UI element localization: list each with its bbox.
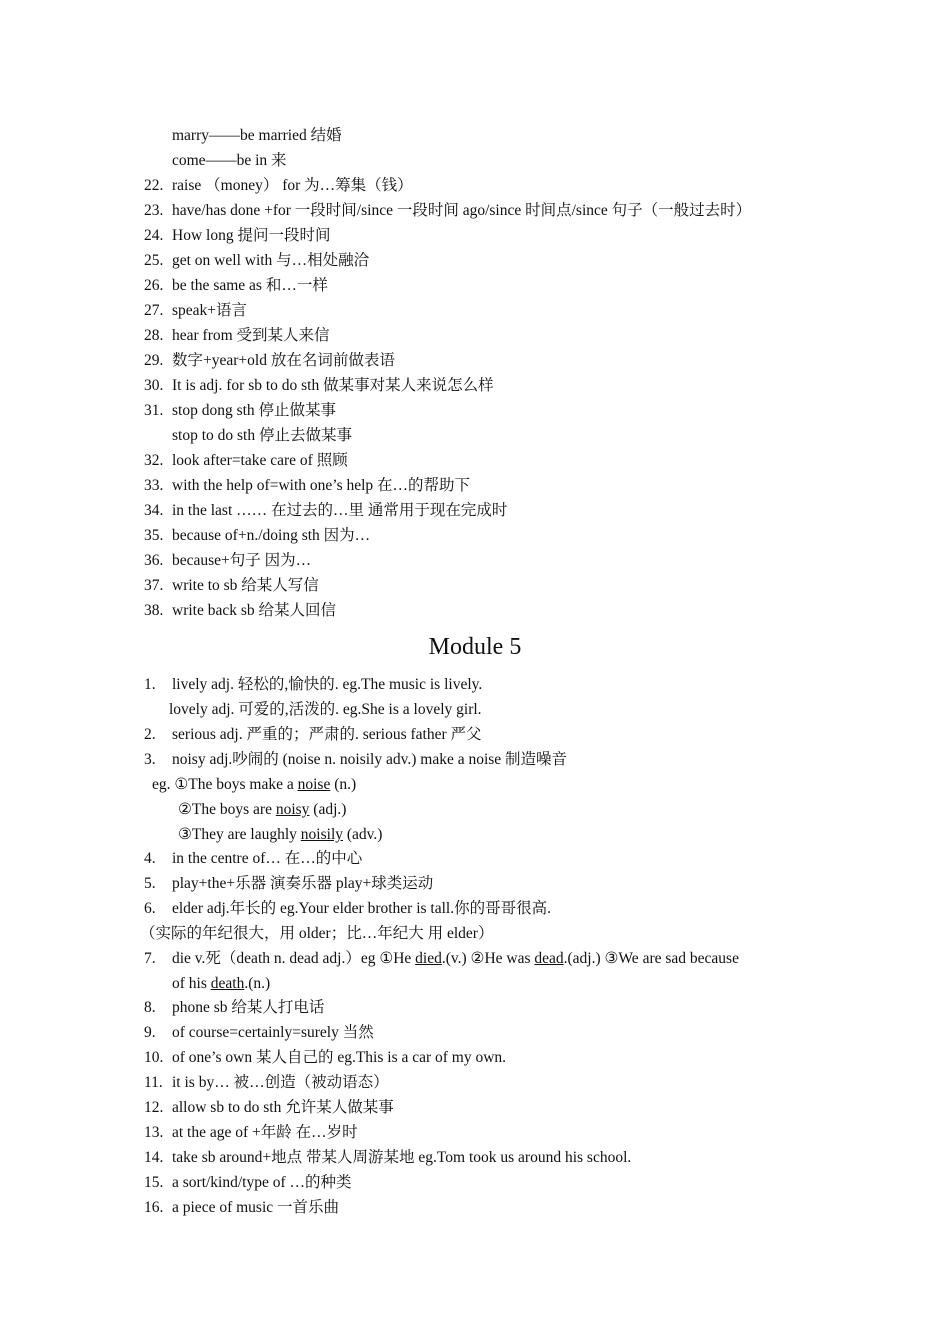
example-text: ②The boys are noisy (adj.) (178, 801, 347, 818)
item-number: 12. (144, 1099, 164, 1116)
item-number: 27. (144, 302, 164, 319)
item-text: look after=take care of 照顾 (172, 452, 348, 469)
item-number: 6. (144, 900, 156, 917)
item-text: of one’s own 某人自己的 eg.This is a car of my own. (172, 1049, 507, 1066)
item-text: stop dong sth 停止做某事 (172, 402, 337, 419)
item-number: 4. (144, 850, 156, 867)
item-number: 24. (144, 227, 164, 244)
example-text: ③They are laughly noisily (adv.) (178, 826, 383, 843)
item-text: hear from 受到某人来信 (172, 327, 330, 344)
item-text: write back sb 给某人回信 (172, 602, 337, 619)
item-text: lively adj. 轻松的,愉快的. eg.The music is lively. (172, 676, 483, 693)
item-text: raise （money） for 为…筹集（钱） (172, 177, 413, 194)
item-text: at the age of +年龄 在…岁时 (172, 1124, 358, 1141)
item-number: 30. (144, 377, 164, 394)
item-number: 26. (144, 277, 164, 294)
item-number: 22. (144, 177, 164, 194)
item-text: speak+语言 (172, 302, 248, 319)
item-text: a piece of music 一首乐曲 (172, 1199, 340, 1216)
item-text: in the last …… 在过去的…里 通常用于现在完成时 (172, 502, 508, 519)
item-text: noisy adj.吵闹的 (noise n. noisily adv.) make a noise 制造噪音 (172, 751, 568, 768)
item-text: stop to do sth 停止去做某事 (172, 427, 352, 444)
item-text: of course=certainly=surely 当然 (172, 1024, 374, 1041)
item-number: 32. (144, 452, 164, 469)
item-text: of his death.(n.) (172, 975, 271, 992)
item-text: serious adj. 严重的；严肃的. serious father 严父 (172, 726, 482, 743)
item-text: play+the+乐器 演奏乐器 play+球类运动 (172, 875, 434, 892)
item-number: 7. (144, 950, 156, 967)
item-number: 37. (144, 577, 164, 594)
example-text: eg. ①The boys make a noise (n.) (152, 776, 357, 793)
item-number: 8. (144, 999, 156, 1016)
item-number: 33. (144, 477, 164, 494)
item-number: 14. (144, 1149, 164, 1166)
item-number: 5. (144, 875, 156, 892)
note-text: （实际的年纪很大，用 older；比…年纪大 用 elder） (140, 925, 494, 942)
underlined-word: noisily (300, 826, 343, 843)
item-text: it is by… 被…创造（被动语态） (172, 1074, 389, 1091)
item-text: elder adj.年长的 eg.Your elder brother is tall.你的哥哥很高. (172, 900, 551, 917)
item-text: How long 提问一段时间 (172, 227, 331, 244)
item-text: write to sb 给某人写信 (172, 577, 319, 594)
underlined-word: dead (534, 950, 564, 967)
item-text: lovely adj. 可爱的,活泼的. eg.She is a lovely girl. (169, 701, 482, 718)
item-number: 38. (144, 602, 164, 619)
item-text: be the same as 和…一样 (172, 277, 328, 294)
item-number: 11. (144, 1074, 163, 1091)
item-text: in the centre of… 在…的中心 (172, 850, 363, 867)
item-number: 35. (144, 527, 164, 544)
item-text: a sort/kind/type of …的种类 (172, 1174, 352, 1191)
item-text: get on well with 与…相处融洽 (172, 252, 370, 269)
item-number: 36. (144, 552, 164, 569)
item-text: with the help of=with one’s help 在…的帮助下 (172, 477, 471, 494)
item-text: phone sb 给某人打电话 (172, 999, 325, 1016)
item-number: 9. (144, 1024, 156, 1041)
item-text: allow sb to do sth 允许某人做某事 (172, 1099, 394, 1116)
item-number: 34. (144, 502, 164, 519)
item-number: 16. (144, 1199, 164, 1216)
item-number: 1. (144, 676, 156, 693)
underlined-word: death (210, 975, 245, 992)
item-number: 23. (144, 202, 164, 219)
item-number: 31. (144, 402, 164, 419)
underlined-word: died (415, 950, 442, 967)
item-number: 2. (144, 726, 156, 743)
underlined-word: noisy (275, 801, 310, 818)
item-text: have/has done +for 一段时间/since 一段时间 ago/since 时间点/since 句子（一般过去时） (172, 202, 752, 219)
item-number: 28. (144, 327, 164, 344)
underlined-word: noise (297, 776, 331, 793)
item-number: 29. (144, 352, 164, 369)
item-number: 3. (144, 751, 156, 768)
item-number: 25. (144, 252, 164, 269)
item-number: 15. (144, 1174, 164, 1191)
item-text: come——be in 来 (172, 152, 287, 169)
module-title: Module 5 (428, 634, 522, 660)
item-number: 13. (144, 1124, 164, 1141)
item-text: 数字+year+old 放在名词前做表语 (172, 352, 395, 369)
item-text: It is adj. for sb to do sth 做某事对某人来说怎么样 (172, 377, 494, 394)
item-text: die v.死（death n. dead adj.）eg ①He died.(v.) ②He was dead.(adj.) ③We are sad because (172, 950, 739, 967)
item-text: take sb around+地点 带某人周游某地 eg.Tom took us around his school. (172, 1149, 632, 1166)
item-text: because+句子 因为… (172, 552, 312, 569)
item-text: because of+n./doing sth 因为… (172, 527, 371, 544)
item-text: marry——be married 结婚 (172, 127, 342, 144)
item-number: 10. (144, 1049, 164, 1066)
